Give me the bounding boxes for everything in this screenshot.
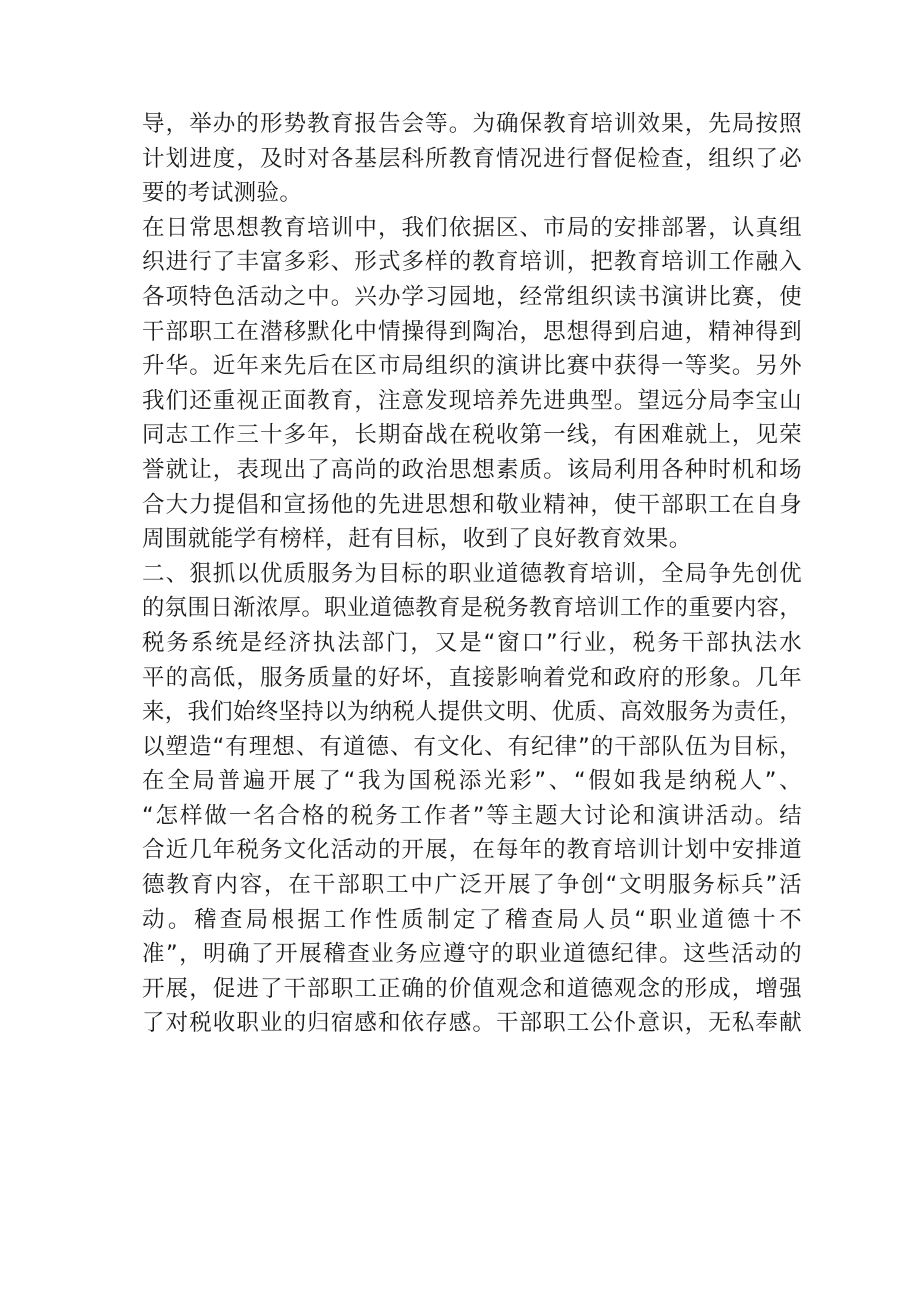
text-line: 开展，促进了干部职工正确的价值观念和道德观念的形成，增强: [142, 975, 802, 1002]
text-line: 各项特色活动之中。兴办学习园地，经常组织读书演讲比赛，使: [142, 283, 802, 310]
text-line: 来，我们始终坚持以为纳税人提供文明、优质、高效服务为责任，: [142, 699, 803, 726]
text-line: 干部职工在潜移默化中情操得到陶冶，思想得到启迪，精神得到: [142, 318, 802, 345]
text-line: 在全局普遍开展了“我为国税添光彩”、“假如我是纳税人”、: [142, 768, 802, 795]
text-line: 我们还重视正面教育，注意发现培养先进典型。望远分局李宝山: [142, 387, 802, 414]
text-line: 二、狠抓以优质服务为目标的职业道德教育培训，全局争先创优: [142, 560, 802, 587]
text-line: “怎样做一名合格的税务工作者”等主题大讨论和演讲活动。结: [142, 802, 802, 829]
text-line: 同志工作三十多年，长期奋战在税收第一线，有困难就上，见荣: [142, 422, 802, 449]
text-line: 誉就让，表现出了高尚的政治思想素质。该局利用各种时机和场: [142, 456, 802, 483]
text-line: 平的高低，服务质量的好坏，直接影响着党和政府的形象。几年: [142, 664, 802, 691]
text-line: 在日常思想教育培训中，我们依据区、市局的安排部署，认真组: [142, 214, 802, 241]
text-line: 税务系统是经济执法部门，又是“窗口”行业，税务干部执法水: [142, 629, 802, 656]
text-line: 的氛围日渐浓厚。职业道德教育是税务教育培训工作的重要内容，: [142, 595, 803, 622]
text-line: 以塑造“有理想、有道德、有文化、有纪律”的干部队伍为目标，: [142, 733, 802, 760]
text-line: 合近几年税务文化活动的开展，在每年的教育培训计划中安排道: [142, 837, 802, 864]
text-line: 了对税收职业的归宿感和依存感。干部职工公仆意识，无私奉献: [142, 1010, 802, 1037]
text-line: 升华。近年来先后在区市局组织的演讲比赛中获得一等奖。另外: [142, 353, 802, 380]
text-line: 动。稽查局根据工作性质制定了稽查局人员“职业道德十不: [142, 906, 802, 933]
body-text: [142, 107, 802, 1041]
text-line: 要的考试测验。: [142, 180, 303, 207]
text-line: 计划进度，及时对各基层科所教育情况进行督促检查，组织了必: [142, 145, 802, 172]
text-line: 周围就能学有榜样，赶有目标，收到了良好教育效果。: [142, 526, 692, 553]
text-line: 织进行了丰富多彩、形式多样的教育培训，把教育培训工作融入: [142, 249, 802, 276]
text-line: 德教育内容，在干部职工中广泛开展了争创“文明服务标兵”活: [142, 872, 802, 899]
text-line: 准”，明确了开展稽查业务应遵守的职业道德纪律。这些活动的: [142, 941, 802, 968]
text-line: 导，举办的形势教育报告会等。为确保教育培训效果，先局按照: [142, 111, 802, 137]
text-line: 合大力提倡和宣扬他的先进思想和敬业精神，使干部职工在自身: [142, 491, 802, 518]
